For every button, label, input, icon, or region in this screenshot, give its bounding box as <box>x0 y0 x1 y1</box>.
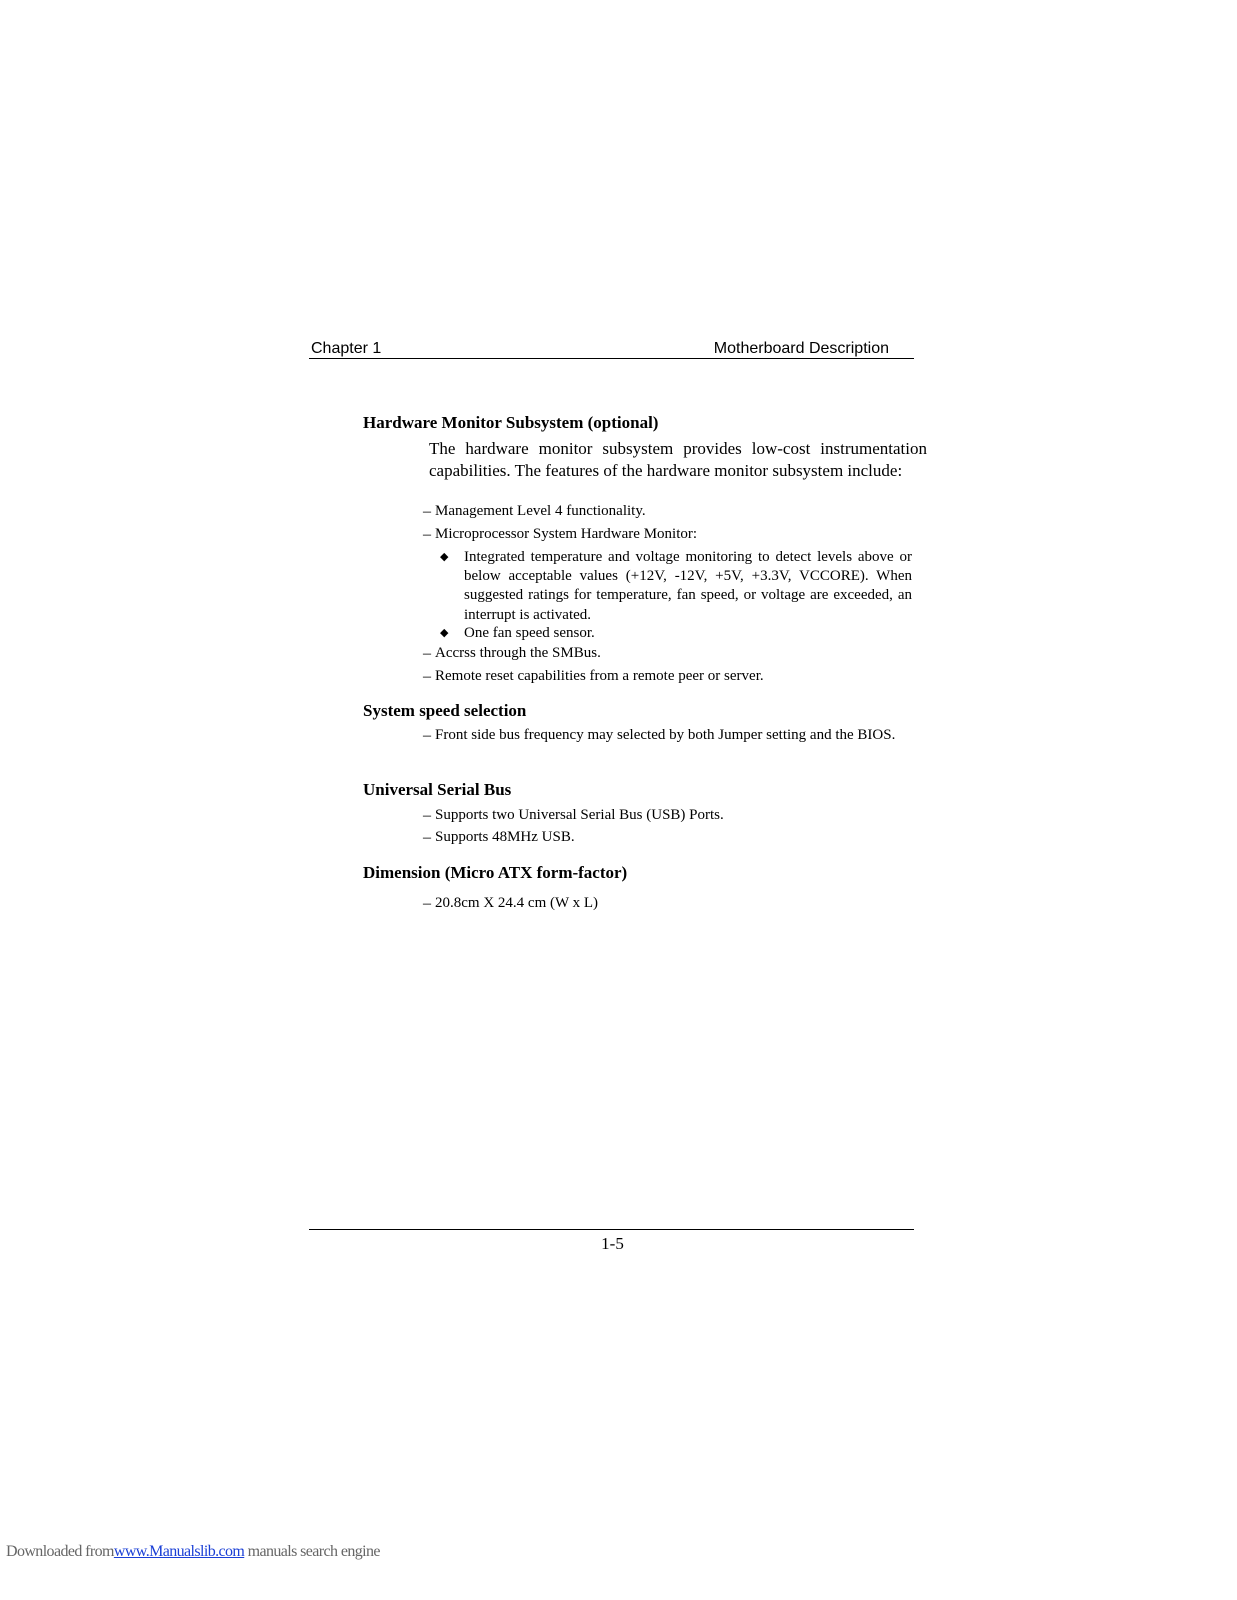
footer-rule <box>309 1229 914 1230</box>
diamond-bullet-icon: ◆ <box>440 551 449 563</box>
sub-list-item: ◆ Integrated temperature and voltage monitoring to detect levels above or below acceptable values (+12V, -12V, +5V, +3.3V, VCCORE). When suggested ratings for temperature, fan speed, or voltage are exceeded, an interrupt is activated. <box>440 549 912 623</box>
dash-icon: – <box>423 645 431 662</box>
header-rule <box>309 358 914 359</box>
dash-icon: – <box>423 503 431 520</box>
section-title-system-speed: System speed selection <box>363 701 527 720</box>
dash-icon: – <box>423 668 431 685</box>
list-item: – Supports two Universal Serial Bus (USB) Ports. <box>423 807 724 824</box>
sub-list-item: ◆ One fan speed sensor. <box>440 624 912 643</box>
footer-prefix: Downloaded from <box>6 1543 114 1560</box>
section-title-usb: Universal Serial Bus <box>363 780 512 799</box>
diamond-bullet-icon: ◆ <box>440 627 449 639</box>
list-item: – 20.8cm X 24.4 cm (W x L) <box>423 895 599 912</box>
section-intro: The hardware monitor subsystem provides low-cost instrumentation capabilities. The features of the hardware monitor subsystem include: <box>429 439 927 480</box>
list-item: – Remote reset capabilities from a remote peer or server. <box>423 668 764 685</box>
footer-suffix: manuals search engine <box>244 1543 380 1560</box>
page-number: 1-5 <box>601 1234 624 1253</box>
list-item: – Front side bus frequency may selected by both Jumper setting and the BIOS. <box>423 727 896 744</box>
chapter-label: Chapter 1 <box>311 340 382 357</box>
section-title-hardware-monitor: Hardware Monitor Subsystem (optional) <box>363 413 659 432</box>
chapter-title: Motherboard Description <box>713 340 889 357</box>
download-footer <box>6 1542 380 1562</box>
dash-icon: – <box>423 829 431 846</box>
dash-icon: – <box>423 807 431 824</box>
dash-icon: – <box>423 727 431 744</box>
list-item: – Supports 48MHz USB. <box>423 829 575 846</box>
dash-icon: – <box>423 895 431 912</box>
list-item: – Management Level 4 functionality. <box>423 503 646 520</box>
section-title-dimension: Dimension (Micro ATX form-factor) <box>363 863 628 882</box>
list-item: – Microprocessor System Hardware Monitor: <box>423 526 698 543</box>
dash-icon: – <box>423 526 431 543</box>
list-item: – Accrss through the SMBus. <box>423 645 601 662</box>
manualslib-link[interactable]: www.Manualslib.com <box>113 1543 245 1560</box>
